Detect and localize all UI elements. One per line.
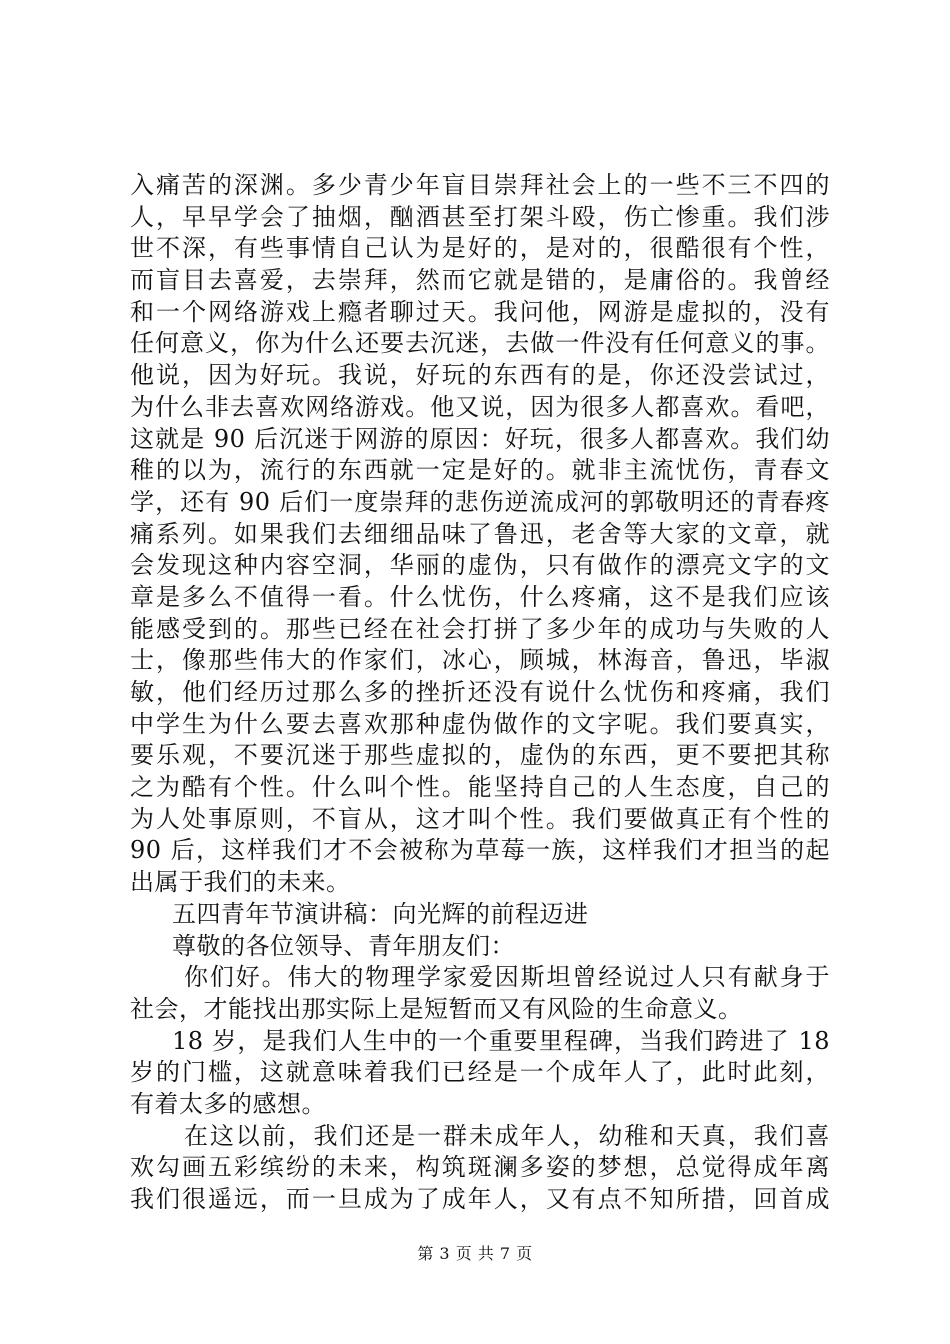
text-line: 和一个网络游戏上瘾者聊过天。我问他，网游是虚拟的，没有 [130,297,830,326]
text-line: 中学生为什么要去喜欢那种虚伪做作的文字呢。我们要真实， [130,709,830,738]
text-line: 我们很遥远，而一旦成为了成年人，又有点不知所措，回首成 [130,1185,830,1213]
text-line: 18 岁，是我们人生中的一个重要里程碑，当我们跨进了 18 [172,1026,830,1055]
text-line: 而盲目去喜爱，去崇拜，然而它就是错的，是庸俗的。我曾经 [130,266,830,295]
text-line: 社会，才能找出那实际上是短暂而又有风险的生命意义。 [130,994,743,1023]
text-line: 世不深，有些事情自己认为是好的，是对的，很酷很有个性， [130,234,830,263]
text-line: 欢勾画五彩缤纷的未来，构筑斑澜多姿的梦想，总觉得成年离 [130,1153,830,1182]
section-title: 五四青年节演讲稿：向光辉的前程迈进 [172,899,589,928]
text-line: 要乐观，不要沉迷于那些虚拟的，虚伪的东西，更不要把其称 [130,741,830,770]
text-line: 90 后，这样我们才不会被称为草莓一族，这样我们才担当的起 [130,836,830,865]
text-line: 入痛苦的深渊。多少青少年盲目崇拜社会上的一些不三不四的 [130,171,830,199]
text-line: 人，早早学会了抽烟，酗酒甚至打架斗殴，伤亡惨重。我们涉 [130,202,830,231]
text-line: 之为酷有个性。什么叫个性。能坚持自己的人生态度，自己的 [130,773,830,802]
text-line: 敏，他们经历过那么多的挫折还没有说什么忧伤和疼痛，我们 [130,678,830,706]
text-line: 稚的以为，流行的东西就一定是好的。就非主流忧伤，青春文 [130,456,830,485]
text-line: 章是多么不值得一看。什么忧伤，什么疼痛，这不是我们应该 [130,582,830,611]
text-line: 会发现这种内容空洞，华丽的虚伪，只有做作的漂亮文字的文 [130,551,830,580]
text-line: 他说，因为好玩。我说，好玩的东西有的是，你还没尝试过， [130,361,830,390]
page-footer: 第 3 页 共 7 页 [417,1244,533,1263]
text-line: 痛系列。如果我们去细细品味了鲁迅，老舍等大家的文章，就 [130,519,830,548]
text-line: 为什么非去喜欢网络游戏。他又说，因为很多人都喜欢。看吧， [130,392,830,421]
salutation: 尊敬的各位领导、青年朋友们： [172,931,515,960]
text-line: 有着太多的感想。 [130,1089,326,1118]
text-line: 在这以前，我们还是一群未成年人，幼稚和天真，我们喜 [184,1121,830,1150]
text-line: 任何意义，你为什么还要去沉迷，去做一件没有任何意义的事。 [130,329,830,358]
text-line: 这就是 90 后沉迷于网游的原因：好玩，很多人都喜欢。我们幼 [130,424,830,453]
text-line: 为人处事原则，不盲从，这才叫个性。我们要做真正有个性的 [130,804,830,833]
text-line: 出属于我们的未来。 [130,868,351,897]
text-line: 学，还有 90 后们一度崇拜的悲伤逆流成河的郭敬明还的青春疼 [130,487,830,516]
text-line: 你们好。伟大的物理学家爱因斯坦曾经说过人只有献身于 [184,963,830,992]
text-line: 士，像那些伟大的作家们，冰心，顾城，林海音，鲁迅，毕淑 [130,646,830,675]
document-body [130,170,830,1216]
text-line: 岁的门槛，这就意味着我们已经是一个成年人了，此时此刻， [130,1058,830,1087]
text-line: 能感受到的。那些已经在社会打拼了多少年的成功与失败的人 [130,614,830,643]
